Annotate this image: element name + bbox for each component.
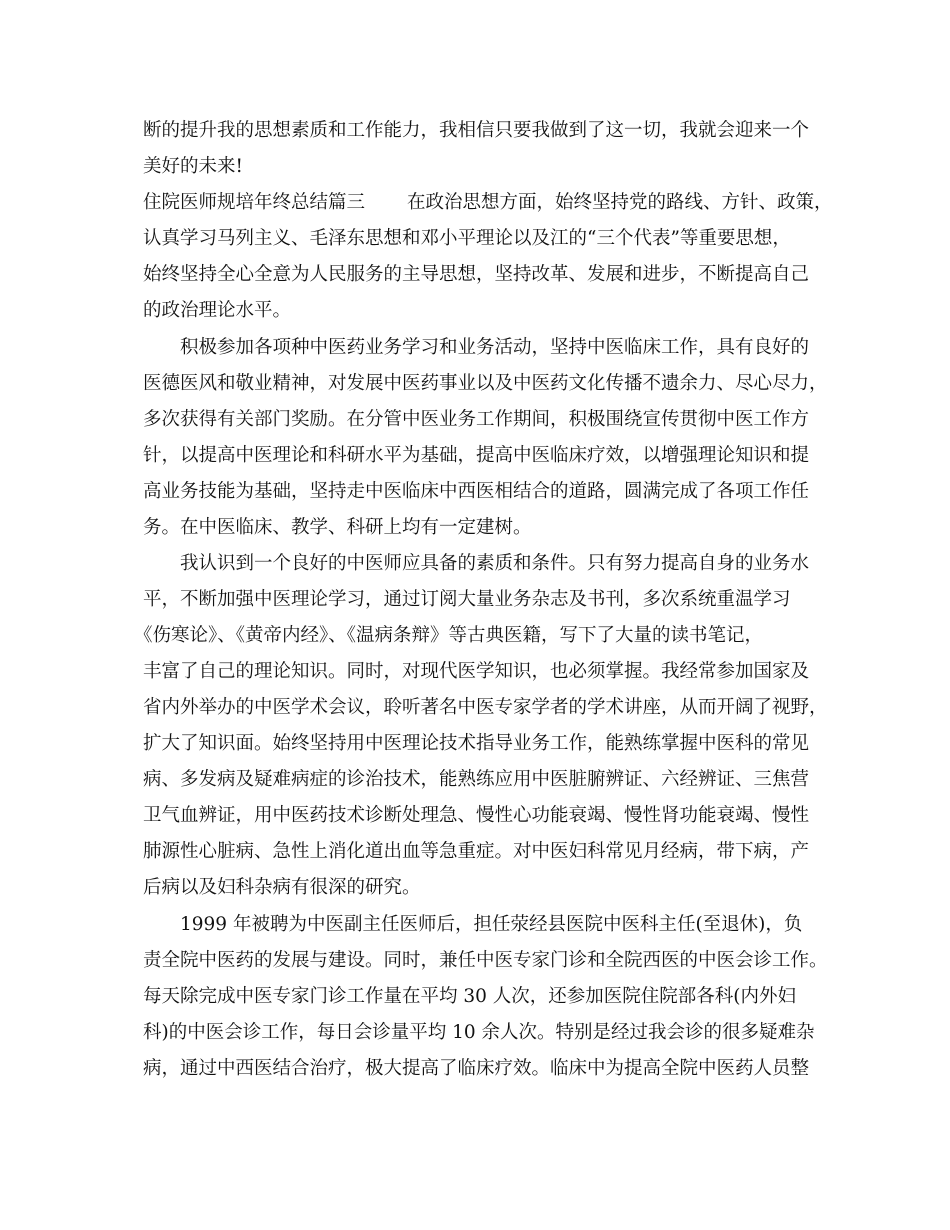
text-line: 病，通过中西医结合治疗，极大提高了临床疗效。临床中为提高全院中医药人员整	[143, 1058, 810, 1079]
text-line: 省内外举办的中医学术会议，聆听著名中医专家学者的学术讲座，从而开阔了视野，	[143, 697, 828, 718]
text-line: 后病以及妇科杂病有很深的研究。	[143, 877, 421, 898]
text-line: 卫气血辨证，用中医药技术诊断处理急、慢性心功能衰竭、慢性肾功能衰竭、慢性	[143, 805, 810, 826]
text-line: 1999 年被聘为中医副主任医师后，担任荥经县医院中医科主任(至退休)，负	[180, 914, 803, 935]
text-line: 肺源性心脏病、急性上消化道出血等急重症。对中医妇科常见月经病，带下病，产	[143, 841, 810, 862]
text-line: 始终坚持全心全意为人民服务的主导思想，坚持改革、发展和进步，不断提高自己	[143, 264, 810, 285]
section-title: 住院医师规培年终总结篇三	[143, 192, 366, 213]
text-line: 医德医风和敬业精神，对发展中医药事业以及中医药文化传播不遗余力、尽心尽力，	[143, 373, 828, 394]
text-line: 责全院中医药的发展与建设。同时，兼任中医专家门诊和全院西医的中医会诊工作。	[143, 950, 828, 971]
text-line: 平，不断加强中医理论学习，通过订阅大量业务杂志及书刊，多次系统重温学习	[143, 589, 791, 610]
text-line: 断的提升我的思想素质和工作能力，我相信只要我做到了这一切，我就会迎来一个	[143, 120, 810, 141]
text-line: 美好的未来!	[143, 156, 243, 177]
text-line: 针，以提高中医理论和科研水平为基础，提高中医临床疗效，以增强理论知识和提	[143, 445, 810, 466]
text-line: 的政治理论水平。	[143, 300, 292, 321]
text-line: 多次获得有关部门奖励。在分管中医业务工作期间，积极围绕宣传贯彻中医工作方	[143, 409, 810, 430]
text-line: 病、多发病及疑难病症的诊治技术，能熟练应用中医脏腑辨证、六经辨证、三焦营	[143, 769, 810, 790]
text-line: 《伤寒论》、《黄帝内经》、《温病条辩》等古典医籍，写下了大量的读书笔记，	[134, 625, 764, 646]
text-line: 扩大了知识面。始终坚持用中医理论技术指导业务工作，能熟练掌握中医科的常见	[143, 733, 810, 754]
text-line: 我认识到一个良好的中医师应具备的素质和条件。只有努力提高自身的业务水	[180, 553, 810, 574]
text-line: 务。在中医临床、教学、科研上均有一定建树。	[143, 517, 532, 538]
text-line: 丰富了自己的理论知识。同时，对现代医学知识，也必须掌握。我经常参加国家及	[143, 661, 810, 682]
text-line: 每天除完成中医专家门诊工作量在平均 30 人次，还参加医院住院部各科(内外妇	[143, 986, 797, 1007]
section-intro: 在政治思想方面，始终坚持党的路线、方针、政策，	[407, 192, 833, 213]
section-title-line	[143, 191, 942, 215]
text-line: 科)的中医会诊工作，每日会诊量平均 10 余人次。特别是经过我会诊的很多疑难杂	[143, 1022, 815, 1043]
text-line: 高业务技能为基础，坚持走中医临床中西医相结合的道路，圆满完成了各项工作任	[143, 481, 810, 502]
text-line: 认真学习马列主义、毛泽东思想和邓小平理论以及江的“三个代表”等重要思想，	[143, 228, 791, 249]
text-line: 积极参加各项种中医药业务学习和业务活动，坚持中医临床工作，具有良好的	[180, 337, 810, 358]
